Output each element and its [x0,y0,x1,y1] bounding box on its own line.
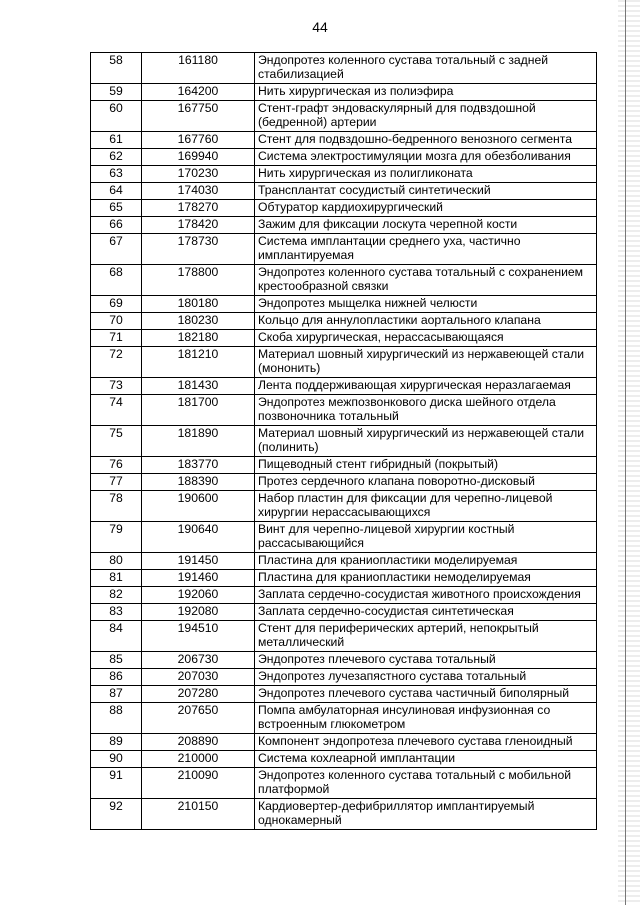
row-name: Система имплантации среднего уха, частично имплантируемая [255,234,597,265]
row-code: 210150 [142,799,255,830]
row-number: 74 [91,395,142,426]
table-row [91,347,597,378]
table-row [91,132,597,149]
row-name: Система кохлеарной имплантации [255,751,597,768]
row-code: 188390 [142,474,255,491]
table-row [91,217,597,234]
row-name: Стент для периферических артерий, непокрытый металлический [255,621,597,652]
table-row [91,570,597,587]
row-number: 60 [91,101,142,132]
row-code: 190600 [142,491,255,522]
row-name: Обтуратор кардиохирургический [255,200,597,217]
row-number: 61 [91,132,142,149]
row-name: Пластина для краниопластики немоделируемая [255,570,597,587]
row-number: 90 [91,751,142,768]
row-name: Эндопротез плечевого сустава частичный биполярный [255,686,597,703]
row-code: 181210 [142,347,255,378]
row-number: 87 [91,686,142,703]
row-code: 181700 [142,395,255,426]
table-row [91,330,597,347]
table-row [91,149,597,166]
row-code: 210090 [142,768,255,799]
row-code: 210000 [142,751,255,768]
table-row [91,621,597,652]
table-row [91,200,597,217]
row-number: 83 [91,604,142,621]
row-number: 76 [91,457,142,474]
row-number: 68 [91,265,142,296]
table-row [91,604,597,621]
row-code: 181430 [142,378,255,395]
row-number: 88 [91,703,142,734]
row-number: 58 [91,53,142,84]
row-code: 178800 [142,265,255,296]
row-code: 174030 [142,183,255,200]
table-row [91,734,597,751]
row-code: 180230 [142,313,255,330]
table-row [91,101,597,132]
table-row [91,751,597,768]
table-row [91,234,597,265]
table-row [91,703,597,734]
row-number: 77 [91,474,142,491]
row-name: Зажим для фиксации лоскута черепной кости [255,217,597,234]
row-code: 167750 [142,101,255,132]
row-code: 169940 [142,149,255,166]
row-name: Материал шовный хирургический из нержавеющей стали (мононить) [255,347,597,378]
row-code: 180180 [142,296,255,313]
table-row [91,553,597,570]
row-code: 191450 [142,553,255,570]
row-name: Стент для подвздошно-бедренного венозного сегмента [255,132,597,149]
row-number: 92 [91,799,142,830]
row-number: 65 [91,200,142,217]
row-number: 86 [91,669,142,686]
row-number: 79 [91,522,142,553]
row-name: Нить хирургическая из полиэфира [255,84,597,101]
table-row [91,652,597,669]
row-name: Кольцо для аннулопластики аортального клапана [255,313,597,330]
row-code: 192060 [142,587,255,604]
table-row [91,395,597,426]
row-name: Эндопротез межпозвонкового диска шейного отдела позвоночника тотальный [255,395,597,426]
row-number: 59 [91,84,142,101]
row-name: Материал шовный хирургический из нержавеющей стали (полинить) [255,426,597,457]
row-number: 72 [91,347,142,378]
table-row [91,296,597,313]
row-number: 80 [91,553,142,570]
scan-edge-line [625,0,626,905]
table-row [91,53,597,84]
table-row [91,522,597,553]
table-row [91,426,597,457]
table-row [91,84,597,101]
table-row [91,686,597,703]
row-name: Пищеводный стент гибридный (покрытый) [255,457,597,474]
page-number: 44 [312,19,328,35]
row-name: Компонент эндопротеза плечевого сустава гленоидный [255,734,597,751]
row-code: 161180 [142,53,255,84]
row-name: Заплата сердечно-сосудистая животного происхождения [255,587,597,604]
row-name: Эндопротез плечевого сустава тотальный [255,652,597,669]
table-row [91,378,597,395]
row-name: Лента поддерживающая хирургическая неразлагаемая [255,378,597,395]
row-number: 64 [91,183,142,200]
table-row [91,587,597,604]
row-number: 89 [91,734,142,751]
row-name: Нить хирургическая из полигликоната [255,166,597,183]
row-name: Эндопротез лучезапястного сустава тотальный [255,669,597,686]
row-name: Кардиовертер-дефибриллятор имплантируемый однокамерный [255,799,597,830]
row-number: 81 [91,570,142,587]
row-number: 69 [91,296,142,313]
row-code: 178270 [142,200,255,217]
table-row [91,768,597,799]
row-name: Заплата сердечно-сосудистая синтетическая [255,604,597,621]
row-name: Эндопротез коленного сустава тотальный с мобильной платформой [255,768,597,799]
row-name: Протез сердечного клапана поворотно-дисковый [255,474,597,491]
row-number: 70 [91,313,142,330]
table-row [91,457,597,474]
row-name: Стент-графт эндоваскулярный для подвздошной (бедренной) артерии [255,101,597,132]
row-code: 182180 [142,330,255,347]
table-body [91,53,597,830]
row-code: 207030 [142,669,255,686]
table-row [91,183,597,200]
row-code: 192080 [142,604,255,621]
table-row [91,799,597,830]
scan-edge-artifact [618,0,640,905]
row-number: 66 [91,217,142,234]
row-code: 170230 [142,166,255,183]
row-code: 208890 [142,734,255,751]
row-code: 206730 [142,652,255,669]
table-row [91,474,597,491]
row-name: Система электростимуляции мозга для обезболивания [255,149,597,166]
table-row [91,669,597,686]
row-number: 82 [91,587,142,604]
row-number: 73 [91,378,142,395]
row-code: 191460 [142,570,255,587]
row-code: 190640 [142,522,255,553]
row-name: Винт для черепно-лицевой хирургии костный рассасывающийся [255,522,597,553]
row-name: Набор пластин для фиксации для черепно-лицевой хирургии нерассасывающихся [255,491,597,522]
row-code: 181890 [142,426,255,457]
row-name: Эндопротез коленного сустава тотальный с сохранением крестообразной связки [255,265,597,296]
device-table [90,52,597,830]
row-number: 62 [91,149,142,166]
row-number: 84 [91,621,142,652]
row-name: Помпа амбулаторная инсулиновая инфузионная со встроенным глюкометром [255,703,597,734]
row-number: 78 [91,491,142,522]
row-number: 85 [91,652,142,669]
row-number: 63 [91,166,142,183]
table-row [91,166,597,183]
row-code: 183770 [142,457,255,474]
row-code: 178420 [142,217,255,234]
table-row [91,491,597,522]
row-number: 71 [91,330,142,347]
row-name: Эндопротез коленного сустава тотальный с задней стабилизацией [255,53,597,84]
row-code: 194510 [142,621,255,652]
row-code: 167760 [142,132,255,149]
row-number: 75 [91,426,142,457]
row-number: 91 [91,768,142,799]
row-name: Эндопротез мыщелка нижней челюсти [255,296,597,313]
row-name: Пластина для краниопластики моделируемая [255,553,597,570]
table-row [91,265,597,296]
row-number: 67 [91,234,142,265]
row-code: 207280 [142,686,255,703]
row-code: 207650 [142,703,255,734]
row-code: 178730 [142,234,255,265]
row-name: Трансплантат сосудистый синтетический [255,183,597,200]
row-code: 164200 [142,84,255,101]
row-name: Скоба хирургическая, нерассасывающаяся [255,330,597,347]
table-row [91,313,597,330]
